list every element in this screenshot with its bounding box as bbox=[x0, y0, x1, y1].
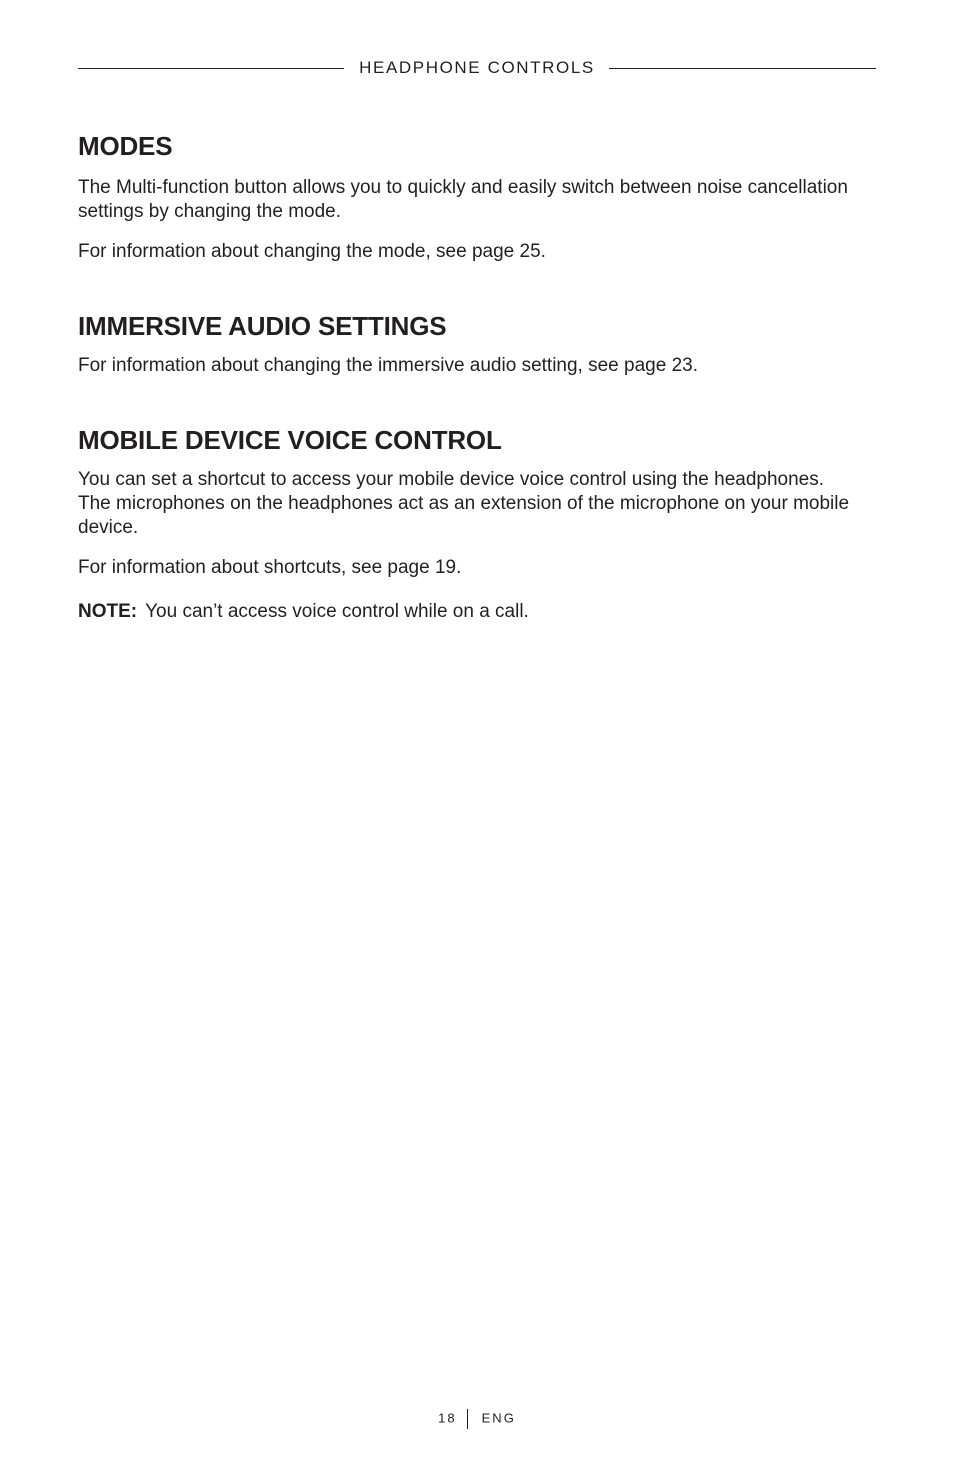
voice-paragraph-1: You can set a shortcut to access your mobile device voice control using the headphones. The microphones on the headphones act as an extension of the microphone on your mobile device. bbox=[78, 469, 850, 538]
voice-paragraph-2: For information about shortcuts, see page 19. bbox=[78, 557, 462, 578]
page-number: 18 bbox=[438, 1410, 457, 1426]
section-modes bbox=[78, 128, 858, 264]
page-header bbox=[78, 57, 876, 79]
page-content bbox=[78, 128, 858, 624]
footer-divider bbox=[467, 1409, 468, 1429]
language-label: ENG bbox=[481, 1410, 516, 1426]
header-title: HEADPHONE CONTROLS bbox=[359, 58, 595, 77]
voice-heading: MOBILE DEVICE VOICE CONTROL bbox=[78, 425, 502, 455]
voice-note bbox=[78, 600, 858, 624]
section-voice-control bbox=[78, 422, 858, 624]
note-label: NOTE: bbox=[78, 601, 138, 622]
modes-paragraph-1: The Multi-function button allows you to quickly and easily switch between noise cancellation settings by changing the mode. bbox=[78, 177, 848, 222]
page-footer bbox=[0, 1408, 954, 1429]
immersive-paragraph: For information about changing the immersive audio setting, see page 23. bbox=[78, 355, 698, 376]
modes-heading: MODES bbox=[78, 131, 173, 161]
note-text: You can’t access voice control while on a call. bbox=[145, 601, 529, 622]
section-immersive-audio bbox=[78, 308, 858, 378]
header-rule-right bbox=[609, 68, 876, 69]
modes-paragraph-2: For information about changing the mode, see page 25. bbox=[78, 241, 546, 262]
immersive-heading: IMMERSIVE AUDIO SETTINGS bbox=[78, 311, 447, 341]
